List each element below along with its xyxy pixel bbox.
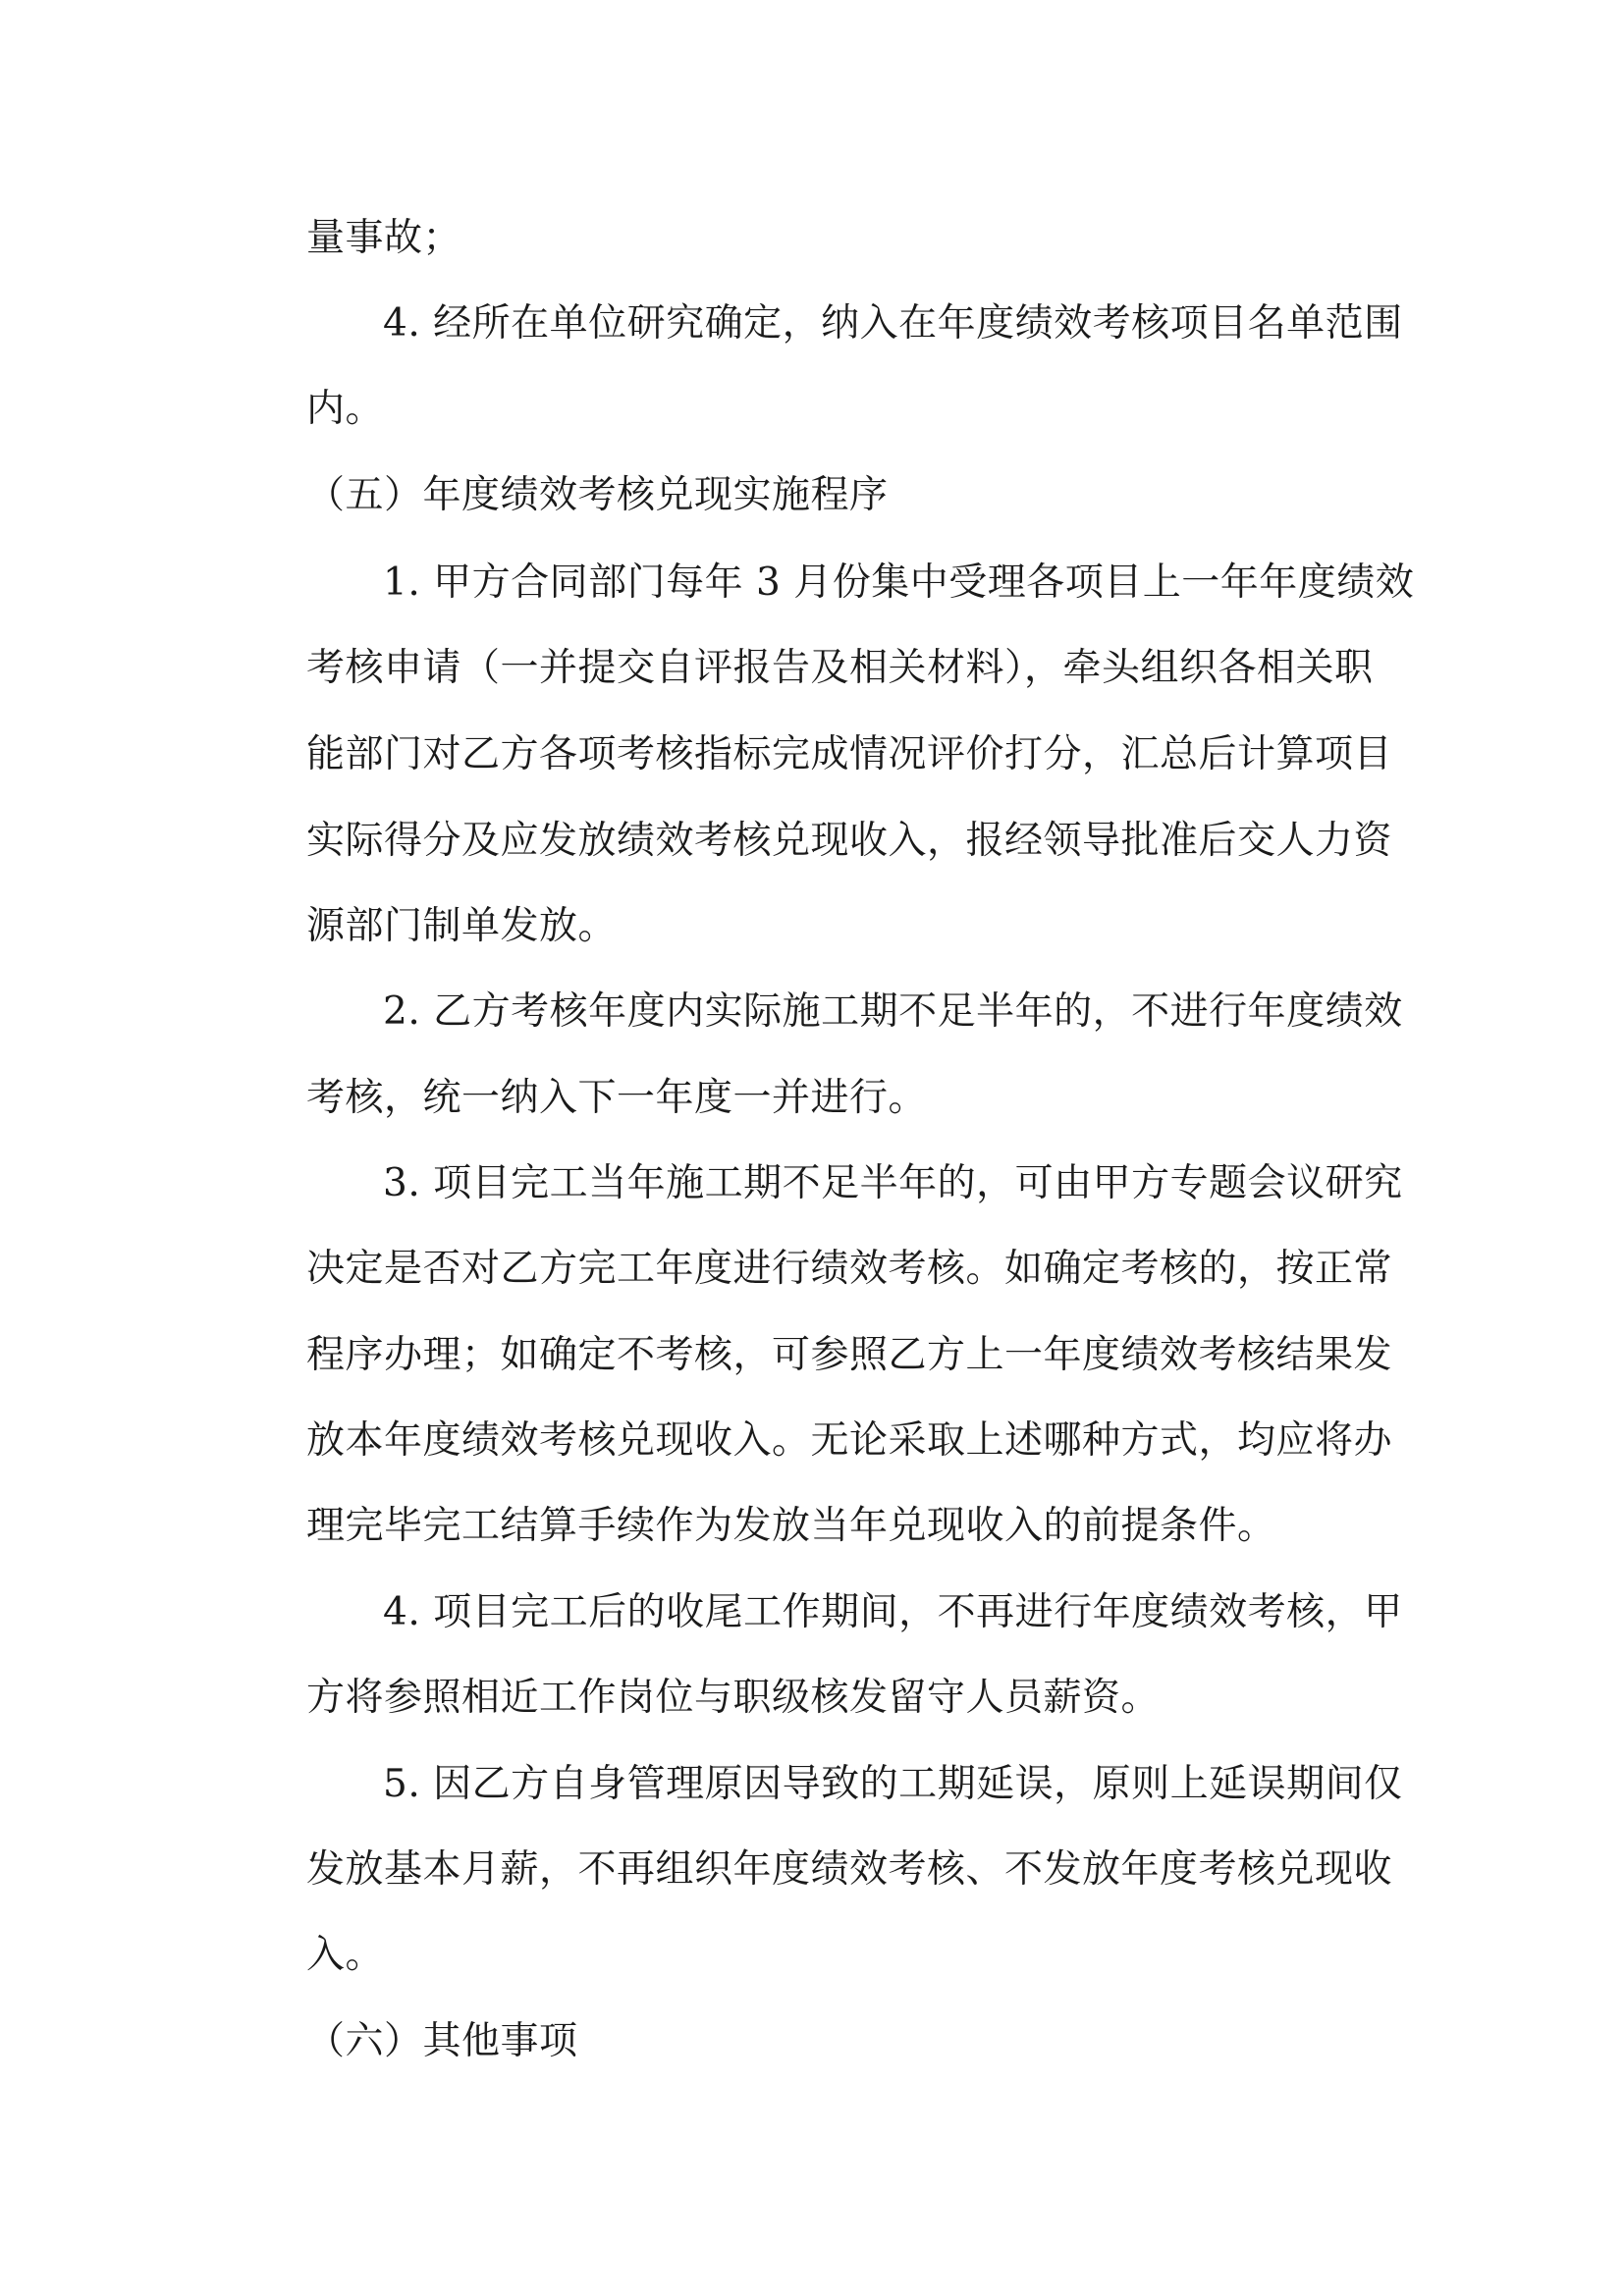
text-line: 决定是否对乙方完工年度进行绩效考核。如确定考核的，按正常 <box>306 1247 1393 1291</box>
text-line: 量事故； <box>306 216 462 260</box>
text-line: 考核，统一纳入下一年度一并进行。 <box>306 1076 928 1120</box>
list-item-3: 3. 项目完工当年施工期不足半年的，可由甲方专题会议研究 <box>383 1161 1403 1205</box>
list-item-4b: 4. 项目完工后的收尾工作期间，不再进行年度绩效考核，甲 <box>383 1590 1403 1634</box>
section-heading-5: （五）年度绩效考核兑现实施程序 <box>306 473 889 517</box>
list-item-2: 2. 乙方考核年度内实际施工期不足半年的，不进行年度绩效 <box>383 989 1403 1034</box>
text-line: 考核申请（一并提交自评报告及相关材料），牵头组织各相关职 <box>306 646 1374 690</box>
text-line: 发放基本月薪，不再组织年度绩效考核、不发放年度考核兑现收 <box>306 1847 1393 1892</box>
text-line: 源部门制单发放。 <box>306 904 618 948</box>
list-item-4: 4. 经所在单位研究确定，纳入在年度绩效考核项目名单范围 <box>383 301 1403 346</box>
text-line: 放本年度绩效考核兑现收入。无论采取上述哪种方式，均应将办 <box>306 1418 1393 1463</box>
text-line: 实际得分及应发放绩效考核兑现收入，报经领导批准后交人力资 <box>306 819 1393 863</box>
text-line: 入。 <box>306 1933 385 1977</box>
text-line: 程序办理；如确定不考核，可参照乙方上一年度绩效考核结果发 <box>306 1333 1393 1377</box>
text-line: 内。 <box>306 387 385 431</box>
list-item-5: 5. 因乙方自身管理原因导致的工期延误，原则上延误期间仅 <box>383 1762 1403 1806</box>
text-line: 能部门对乙方各项考核指标完成情况评价打分，汇总后计算项目 <box>306 732 1393 776</box>
text-line: 方将参照相近工作岗位与职级核发留守人员薪资。 <box>306 1676 1161 1720</box>
list-item-1: 1. 甲方合同部门每年 3 月份集中受理各项目上一年年度绩效 <box>383 561 1415 605</box>
section-heading-6: （六）其他事项 <box>306 2019 578 2063</box>
text-line: 理完毕完工结算手续作为发放当年兑现收入的前提条件。 <box>306 1504 1276 1548</box>
